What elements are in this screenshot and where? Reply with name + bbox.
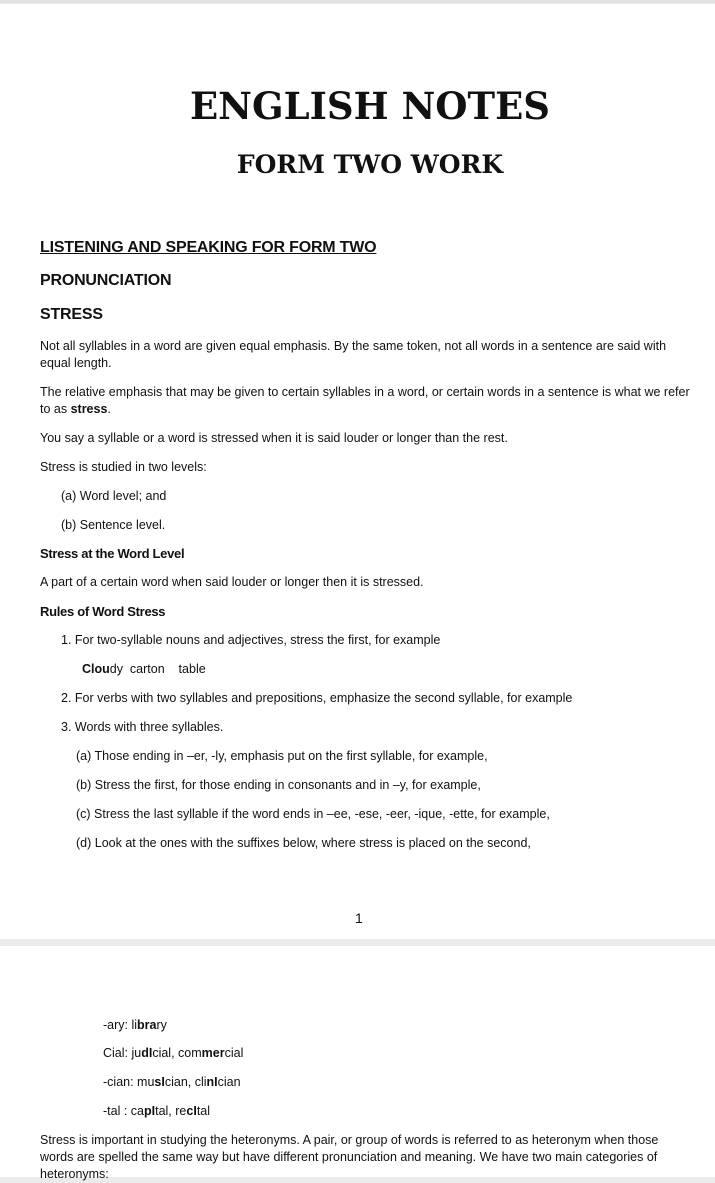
suffix-cian-mid: cian, cli [164,1075,207,1089]
suffix-cial-prefix: Cial: ju [103,1046,142,1060]
level-item-a: (a) Word level; and [61,489,167,503]
rule-3a: (a) Those ending in –er, -ly, emphasis put on the first syllable, for example, [76,749,488,763]
level-item-b: (b) Sentence level. [61,518,166,532]
paragraph-stress-text: The relative emphasis that may be given to certain syllables in a word, or certain words in a sentence is what we refer to as [40,385,690,416]
suffix-tal [103,1104,210,1118]
suffix-ary-prefix: -ary: li [103,1018,138,1032]
suffix-tal-prefix: -tal : ca [103,1104,144,1118]
suffix-cian-rest: cian [217,1075,241,1089]
suffix-ary [103,1018,167,1032]
paragraph-stress-definition [40,384,690,418]
document-page-2 [0,946,715,1181]
paragraph-stressed-syllable: You say a syllable or a word is stressed when it is said louder or longer than the rest. [40,431,508,445]
document-page-1 [0,4,715,939]
suffix-cial-stressed-2: mer [201,1046,225,1060]
section-heading: LISTENING AND SPEAKING FOR FORM TWO [40,239,377,256]
rule-3: 3. Words with three syllables. [61,720,224,734]
paragraph-levels-intro: Stress is studied in two levels: [40,460,207,474]
subheading-rules: Rules of Word Stress [40,604,166,619]
suffix-cian [103,1075,241,1089]
rule-3d: (d) Look at the ones with the suffixes below, where stress is placed on the second, [76,836,531,850]
suffix-tal-stressed-2: cI [186,1104,197,1118]
suffix-cial-rest: cial [224,1046,244,1060]
heading-pronunciation: PRONUNCIATION [40,272,172,289]
page-number: 1 [355,910,363,926]
paragraph-word-level: A part of a certain word when said louder or longer then it is stressed. [40,575,424,589]
subheading-word-level: Stress at the Word Level [40,546,185,561]
paragraph-stress-end: . [107,402,111,416]
rule-1-examples [82,661,206,678]
document-subtitle: FORM TWO WORK [236,150,504,179]
suffix-cian-stressed-2: nI [206,1075,218,1089]
suffix-cian-stressed-1: sI [154,1075,165,1089]
suffix-cial-mid: cial, com [152,1046,202,1060]
suffix-tal-mid: tal, re [155,1104,187,1118]
rule-3c: (c) Stress the last syllable if the word ends in –ee, -ese, -eer, -ique, -ette, for example, [76,807,550,821]
suffix-cial [103,1046,243,1060]
heading-stress: STRESS [40,306,103,323]
suffix-ary-rest: ry [156,1018,167,1032]
rule-3b: (b) Stress the first, for those ending in consonants and in –y, for example, [76,778,481,792]
rule-1: 1. For two-syllable nouns and adjectives, stress the first, for example [61,633,441,647]
paragraph-heteronyms: Stress is important in studying the heteronyms. A pair, or group of words is referred to as heteronym when those words are spelled the same way but have different pronunciation and meaning. We have two main categories of heteronyms: [40,1133,659,1181]
rule-2: 2. For verbs with two syllables and prepositions, emphasize the second syllable, for example [61,691,573,705]
paragraph-syllables: Not all syllables in a word are given equal emphasis. By the same token, not all words in a sentence are said with equal length. [40,339,667,370]
suffix-tal-stressed-1: pI [144,1104,156,1118]
suffix-cial-stressed-1: dI [141,1046,153,1060]
suffix-tal-rest: tal [196,1104,211,1118]
example-stressed-syllable: Clou [82,662,110,676]
suffix-ary-stressed: bra [137,1018,157,1032]
viewer-top-border [0,0,715,3]
keyword-stress: stress [70,402,108,416]
suffix-cian-prefix: -cian: mu [103,1075,155,1089]
document-title: ENGLISH NOTES [189,84,550,128]
example-words: dy carton table [109,662,206,676]
